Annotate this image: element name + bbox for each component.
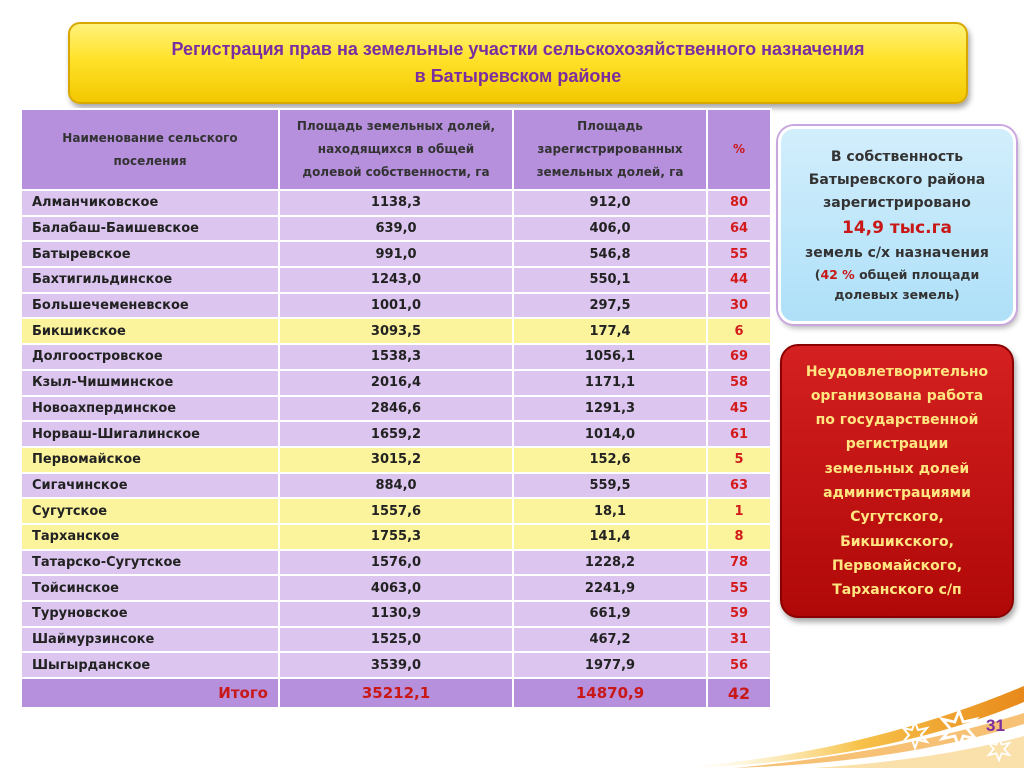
cell-total-area: 1557,6 <box>279 498 513 524</box>
warning-line: администрациями <box>823 485 971 501</box>
header-pct: % <box>707 109 771 190</box>
table-row <box>21 318 771 344</box>
cell-settlement-name: Батыревское <box>21 241 279 267</box>
cell-registered-area: 406,0 <box>513 216 707 242</box>
cell-settlement-name: Татарско-Сугутское <box>21 550 279 576</box>
table-row <box>21 241 771 267</box>
total-label: Итого <box>21 678 279 708</box>
cell-pct: 6 <box>707 318 771 344</box>
total-registered-sum: 14870,9 <box>513 678 707 708</box>
cell-settlement-name: Кзыл-Чишминское <box>21 370 279 396</box>
cell-total-area: 884,0 <box>279 473 513 499</box>
cell-registered-area: 546,8 <box>513 241 707 267</box>
table-row <box>21 447 771 473</box>
cell-pct: 5 <box>707 447 771 473</box>
warning-line: земельных долей <box>824 460 970 477</box>
total-area-sum: 35212,1 <box>279 678 513 708</box>
cell-registered-area: 141,4 <box>513 524 707 550</box>
table-row <box>21 627 771 653</box>
cell-pct: 30 <box>707 293 771 319</box>
cell-registered-area: 297,5 <box>513 293 707 319</box>
table-row <box>21 421 771 447</box>
table-row <box>21 396 771 422</box>
cell-settlement-name: Шаймурзинсоке <box>21 627 279 653</box>
cell-registered-area: 1977,9 <box>513 652 707 678</box>
cell-settlement-name: Новоахпердинское <box>21 396 279 422</box>
cell-total-area: 1243,0 <box>279 267 513 293</box>
total-row <box>21 678 771 708</box>
cell-settlement-name: Сугутское <box>21 498 279 524</box>
table-row <box>21 370 771 396</box>
summary-line-4: земель с/х назначения <box>805 244 989 261</box>
title-line-2: в Батыревском районе <box>414 66 622 86</box>
cell-pct: 63 <box>707 473 771 499</box>
table-row <box>21 575 771 601</box>
land-registration-table <box>20 108 772 709</box>
cell-pct: 58 <box>707 370 771 396</box>
total-pct: 42 <box>707 678 771 708</box>
cell-registered-area: 18,1 <box>513 498 707 524</box>
table-row <box>21 498 771 524</box>
cell-settlement-name: Большечеменевское <box>21 293 279 319</box>
summary-line-1: В собственность <box>830 148 964 165</box>
summary-paren-open: ( <box>814 266 821 282</box>
table-row <box>21 190 771 216</box>
cell-total-area: 1138,3 <box>279 190 513 216</box>
cell-pct: 78 <box>707 550 771 576</box>
cell-registered-area: 2241,9 <box>513 575 707 601</box>
cell-registered-area: 661,9 <box>513 601 707 627</box>
warning-line: по государственной <box>815 412 979 429</box>
cell-total-area: 3015,2 <box>279 447 513 473</box>
page-number: 31 <box>986 716 1005 735</box>
cell-pct: 64 <box>707 216 771 242</box>
cell-total-area: 3093,5 <box>279 318 513 344</box>
cell-registered-area: 1228,2 <box>513 550 707 576</box>
cell-settlement-name: Туруновское <box>21 601 279 627</box>
cell-pct: 56 <box>707 652 771 678</box>
table-body <box>21 190 771 708</box>
table-row <box>21 293 771 319</box>
title-line-1: Регистрация прав на земельные участки сельскохозяйственного назначения <box>171 39 865 59</box>
table-row <box>21 550 771 576</box>
header-total-area: Площадь земельных долей, находящихся в общей долевой собственности, га <box>279 109 513 190</box>
cell-settlement-name: Первомайское <box>21 447 279 473</box>
table-row <box>21 344 771 370</box>
cell-total-area: 991,0 <box>279 241 513 267</box>
warning-line: Неудовлетворительно <box>805 363 989 380</box>
cell-total-area: 1755,3 <box>279 524 513 550</box>
table-header-row <box>21 109 771 190</box>
warning-line: Сугутского, <box>850 509 944 526</box>
cell-total-area: 1130,9 <box>279 601 513 627</box>
cell-settlement-name: Бикшикское <box>21 318 279 344</box>
table-row <box>21 652 771 678</box>
cell-pct: 59 <box>707 601 771 627</box>
warning-line: регистрации <box>845 436 949 453</box>
cell-total-area: 3539,0 <box>279 652 513 678</box>
cell-registered-area: 1056,1 <box>513 344 707 370</box>
warning-line: Первомайского, <box>831 557 963 574</box>
table-row <box>21 524 771 550</box>
summary-line-3: зарегистрировано <box>823 194 971 211</box>
cell-settlement-name: Сигачинское <box>21 473 279 499</box>
star-icon <box>900 720 930 750</box>
cell-pct: 45 <box>707 396 771 422</box>
cell-pct: 80 <box>707 190 771 216</box>
cell-pct: 69 <box>707 344 771 370</box>
cell-registered-area: 177,4 <box>513 318 707 344</box>
summary-share-text-2: долевых земель) <box>834 286 960 302</box>
cell-pct: 55 <box>707 575 771 601</box>
table-row <box>21 216 771 242</box>
cell-total-area: 639,0 <box>279 216 513 242</box>
warning-line: организована работа <box>810 387 984 404</box>
header-registered-area: Площадь зарегистрированных земельных долей, га <box>513 109 707 190</box>
cell-total-area: 4063,0 <box>279 575 513 601</box>
cell-total-area: 1576,0 <box>279 550 513 576</box>
cell-registered-area: 559,5 <box>513 473 707 499</box>
cell-settlement-name: Долгоостровское <box>21 344 279 370</box>
summary-area-value: 14,9 тыс.га <box>842 217 952 238</box>
cell-settlement-name: Бахтигильдинское <box>21 267 279 293</box>
cell-settlement-name: Шыгырданское <box>21 652 279 678</box>
table-row <box>21 473 771 499</box>
cell-registered-area: 1014,0 <box>513 421 707 447</box>
table-row <box>21 601 771 627</box>
warning-line: Бикшикского, <box>840 533 954 550</box>
cell-pct: 44 <box>707 267 771 293</box>
summary-share-pct: 42 % <box>820 266 855 282</box>
cell-pct: 61 <box>707 421 771 447</box>
cell-settlement-name: Балабаш-Баишевское <box>21 216 279 242</box>
cell-registered-area: 467,2 <box>513 627 707 653</box>
star-icon <box>986 736 1012 762</box>
registered-summary-box <box>778 126 1016 324</box>
title-banner <box>68 22 968 104</box>
cell-total-area: 1659,2 <box>279 421 513 447</box>
cell-registered-area: 152,6 <box>513 447 707 473</box>
warning-box <box>780 344 1014 618</box>
summary-share-line <box>781 265 1013 285</box>
cell-total-area: 1525,0 <box>279 627 513 653</box>
header-name: Наименование сельского поселения <box>21 109 279 190</box>
cell-registered-area: 1291,3 <box>513 396 707 422</box>
warning-line: Тарханского с/п <box>832 582 962 599</box>
cell-pct: 31 <box>707 627 771 653</box>
cell-settlement-name: Алманчиковское <box>21 190 279 216</box>
star-icon <box>938 708 980 750</box>
cell-settlement-name: Тарханское <box>21 524 279 550</box>
table-row <box>21 267 771 293</box>
cell-registered-area: 1171,1 <box>513 370 707 396</box>
cell-pct: 1 <box>707 498 771 524</box>
summary-line-2: Батыревского района <box>808 171 986 188</box>
cell-pct: 8 <box>707 524 771 550</box>
cell-registered-area: 550,1 <box>513 267 707 293</box>
cell-settlement-name: Тойсинское <box>21 575 279 601</box>
cell-total-area: 1001,0 <box>279 293 513 319</box>
cell-pct: 55 <box>707 241 771 267</box>
summary-share-text-1: общей площади <box>854 266 980 282</box>
cell-total-area: 1538,3 <box>279 344 513 370</box>
cell-total-area: 2846,6 <box>279 396 513 422</box>
cell-settlement-name: Норваш-Шигалинское <box>21 421 279 447</box>
cell-total-area: 2016,4 <box>279 370 513 396</box>
cell-registered-area: 912,0 <box>513 190 707 216</box>
